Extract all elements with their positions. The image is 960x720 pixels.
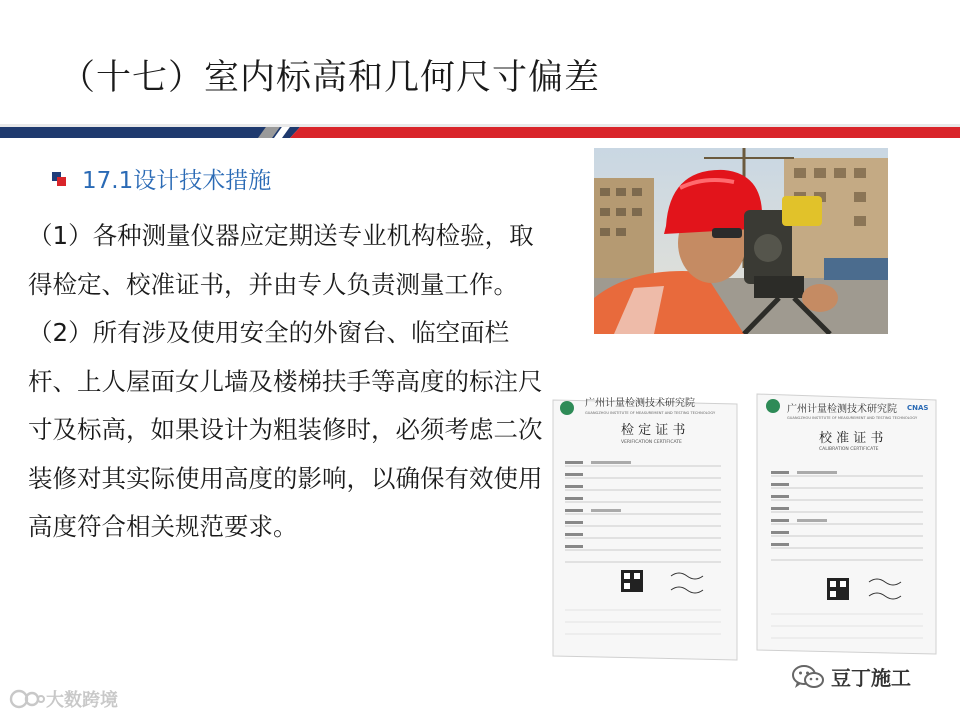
calibration-certificate [757,394,936,654]
cert-institute-en: GUANGZHOU INSTITUTE OF MEASUREMENT AND TESTING TECHNOLOGY [787,416,918,420]
verification-certificate [553,396,737,660]
cert-institute: 广州计量检测技术研究院 [585,398,695,409]
watermark [8,686,118,712]
cert-title-en: VERIFICATION CERTIFICATE [621,440,682,445]
title-divider-bar [0,124,960,138]
certificates-image [551,382,940,662]
wechat-icon [791,663,825,691]
cert-title: 检 定 证 书 [621,423,686,438]
cnas-logo: CNAS [907,404,929,412]
institute-logo-icon [560,401,574,415]
cert-institute-en: GUANGZHOU INSTITUTE OF MEASUREMENT AND TESTING TECHNOLOGY [585,411,716,415]
body-text [28,212,553,552]
square-bullet-icon [52,172,66,186]
slide-title: （十七）室内标高和几何尺寸偏差 [60,58,601,98]
cert-title-en: CALIBRATION CERTIFICATE [819,447,879,452]
watermark-logo-icon [8,688,46,710]
wechat-account-name: 豆丁施工 [831,666,911,690]
subheading-label: 17.1设计技术措施 [82,168,272,194]
cert-title: 校 准 证 书 [819,431,884,446]
surveyor-photo [594,148,888,334]
wechat-account-tag [791,662,911,691]
paragraph-2: （2）所有涉及使用安全的外窗台、临空面栏杆、上人屋面女儿墙及楼梯扶手等高度的标注尺寸及标高，如果设计为粗装修时，必须考虑二次装修对其实际使用高度的影响，以确保有效使用高度符合相关规范要求。 [28,318,543,541]
paragraph-1: （1）各种测量仪器应定期送专业机构检验，取得检定、校准证书，并由专人负责测量工作。 [28,221,534,299]
section-subheading [52,162,271,195]
cert-institute: 广州计量检测技术研究院 [787,404,897,415]
institute-logo-icon [766,399,780,413]
watermark-text: 大数跨境 [46,690,118,711]
